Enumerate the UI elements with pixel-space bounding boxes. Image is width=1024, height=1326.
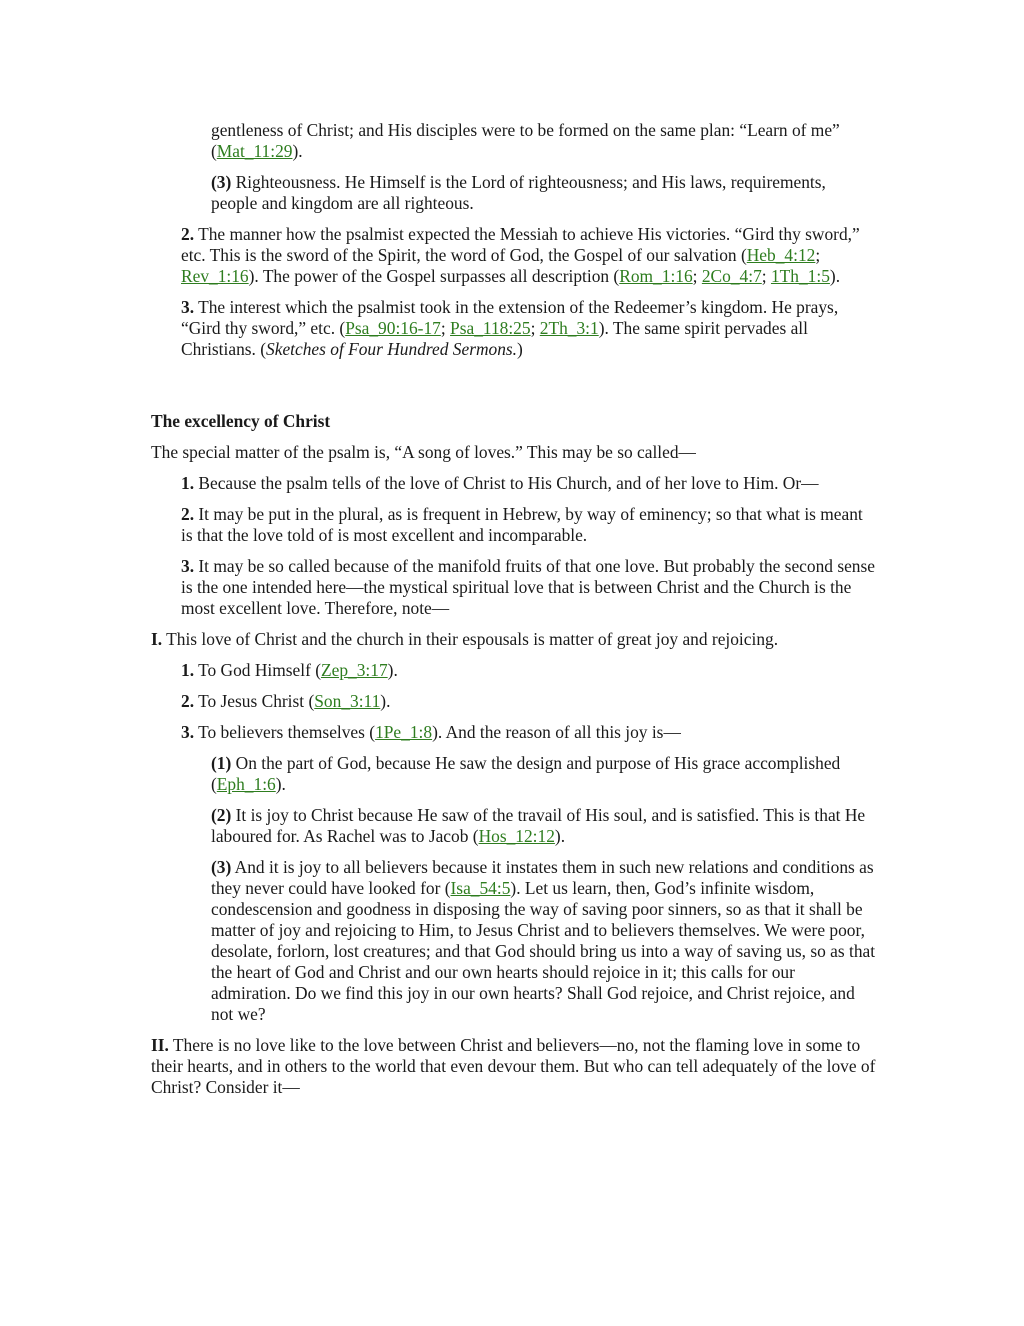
item-number: 3. (181, 297, 195, 317)
paragraph-because (181, 473, 876, 494)
scripture-link-psa-118-25[interactable]: Psa_118:25 (450, 318, 531, 338)
paragraph-text: On the part of God, because He saw the design and purpose of His grace accomplished ( (211, 753, 841, 794)
item-number: I. (151, 629, 163, 649)
scripture-link-hos-12-12[interactable]: Hos_12:12 (478, 826, 555, 846)
paragraph-righteousness (211, 172, 876, 214)
paragraph-text: There is no love like to the love between Christ and believers—no, not the flaming love in some to their hearts, and in others to the world that even devour them. But who can tell adequately of the love of Christ? Consider it— (151, 1035, 876, 1097)
separator: ; (692, 266, 702, 286)
separator: ; (761, 266, 771, 286)
paragraph-text: It is joy to Christ because He saw of the travail of His soul, and is satisfied. This is that He laboured for. As Rachel was to Jacob ( (211, 805, 866, 846)
paragraph-joy-to-believers (211, 857, 876, 1025)
paragraph-plural (181, 504, 876, 546)
item-number: 2. (181, 504, 195, 524)
item-number: 3. (181, 556, 195, 576)
paragraph-text: ). (292, 141, 303, 161)
paragraph-text: gentleness of Christ; and His disciples were to be formed on the same plan: “Learn of me” ( (211, 120, 840, 161)
paragraph-gentleness (211, 120, 876, 162)
scripture-link-2co-4-7[interactable]: 2Co_4:7 (701, 266, 762, 286)
item-number: 1. (181, 660, 195, 680)
paragraph-text: ). Let us learn, then, God’s infinite wisdom, condescension and goodness in disposing the way of saving poor sinners, so as that it shall be matter of joy and rejoicing to Him, to Jesus Christ and to believers themselves. We were poor, desolate, forlorn, lost creatures; and that God should bring us into a way of saving us, so as that the heart of God and Christ and our own hearts should rejoice in it; this calls for our admiration. Do we find this joy in our own hearts? Shall God rejoice, and Christ rejoice, and not we? (211, 878, 876, 1024)
separator: ; (530, 318, 540, 338)
paragraph-to-jesus (181, 691, 876, 712)
paragraph-text: Because the psalm tells of the love of Christ to His Church, and of her love to Him. Or— (194, 473, 819, 493)
paragraph-text: ). (387, 660, 398, 680)
paragraph-text: It may be so called because of the manifold fruits of that one love. But probably the second sense is the one intended here—the mystical spiritual love that is between Christ and the Church is the most excellent love. Therefore, note— (181, 556, 875, 618)
scripture-link-rom-1-16[interactable]: Rom_1:16 (619, 266, 693, 286)
paragraph-text: ). (380, 691, 391, 711)
document-page (151, 120, 876, 1098)
scripture-link-zep-3-17[interactable]: Zep_3:17 (321, 660, 388, 680)
item-number: 2. (181, 691, 195, 711)
scripture-link-psa-90-16-17[interactable]: Psa_90:16-17 (345, 318, 441, 338)
paragraph-text: To Jesus Christ ( (194, 691, 315, 711)
paragraph-text: ). The power of the Gospel surpasses all description ( (248, 266, 620, 286)
scripture-link-heb-4-12[interactable]: Heb_4:12 (746, 245, 816, 265)
scripture-link-1th-1-5[interactable]: 1Th_1:5 (770, 266, 830, 286)
paragraph-text: ). And the reason of all this joy is— (432, 722, 681, 742)
scripture-link-rev-1-16[interactable]: Rev_1:16 (181, 266, 249, 286)
paragraph-joy-to-christ (211, 805, 876, 847)
scripture-link-2th-3-1[interactable]: 2Th_3:1 (539, 318, 599, 338)
scripture-link-eph-1-6[interactable]: Eph_1:6 (216, 774, 276, 794)
paragraph-text: ). (275, 774, 286, 794)
scripture-link-1pe-1-8[interactable]: 1Pe_1:8 (375, 722, 433, 742)
paragraph-text: ) (517, 339, 523, 359)
item-number: (3) (211, 172, 232, 192)
item-number: II. (151, 1035, 169, 1055)
paragraph-text: The manner how the psalmist expected the Messiah to achieve His victories. “Gird thy sword,” etc. This is the sword of the Spirit, the word of God, the Gospel of our salvation ( (181, 224, 860, 265)
paragraph-point-two (151, 1035, 876, 1098)
paragraph-text: To believers themselves ( (194, 722, 376, 742)
item-number: 1. (181, 473, 195, 493)
paragraph-to-god (181, 660, 876, 681)
source-title: Sketches of Four Hundred Sermons. (266, 339, 518, 359)
item-number: (1) (211, 753, 232, 773)
paragraph-special-matter: The special matter of the psalm is, “A song of loves.” This may be so called— (151, 442, 696, 462)
paragraph-to-believers (181, 722, 876, 743)
paragraph-text: It may be put in the plural, as is frequent in Hebrew, by way of eminency; so that what is meant is that the love told of is most excellent and incomparable. (181, 504, 863, 545)
item-number: (2) (211, 805, 232, 825)
paragraph-interest (181, 297, 876, 360)
paragraph-point-one (151, 629, 876, 650)
separator: ; (815, 245, 821, 265)
item-number: (3) (211, 857, 232, 877)
paragraph-part-of-god (211, 753, 876, 795)
paragraph-text: ). (829, 266, 841, 286)
paragraph-text: This love of Christ and the church in their espousals is matter of great joy and rejoicing. (162, 629, 779, 649)
scripture-link-isa-54-5[interactable]: Isa_54:5 (450, 878, 511, 898)
paragraph-text: The interest which the psalmist took in the extension of the Redeemer’s kingdom. He prays, “Gird thy sword,” etc. ( (181, 297, 839, 338)
paragraph-manner (181, 224, 876, 287)
paragraph-text: Righteousness. He Himself is the Lord of righteousness; and His laws, requirements, people and kingdom are all righteous. (211, 172, 826, 213)
paragraph-manifold-fruits (181, 556, 876, 619)
paragraph-text: ). (554, 826, 566, 846)
scripture-link-son-3-11[interactable]: Son_3:11 (314, 691, 381, 711)
paragraph-text: ). The same spirit pervades all Christians. ( (181, 318, 808, 359)
section-heading: The excellency of Christ (151, 411, 331, 431)
paragraph-text: And it is joy to all believers because it instates them in such new relations and conditions as they never could have looked for ( (211, 857, 874, 898)
separator: ; (440, 318, 451, 338)
scripture-link-mat-11-29[interactable]: Mat_11:29 (216, 141, 293, 161)
item-number: 2. (181, 224, 195, 244)
paragraph-text: To God Himself ( (194, 660, 321, 680)
item-number: 3. (181, 722, 195, 742)
